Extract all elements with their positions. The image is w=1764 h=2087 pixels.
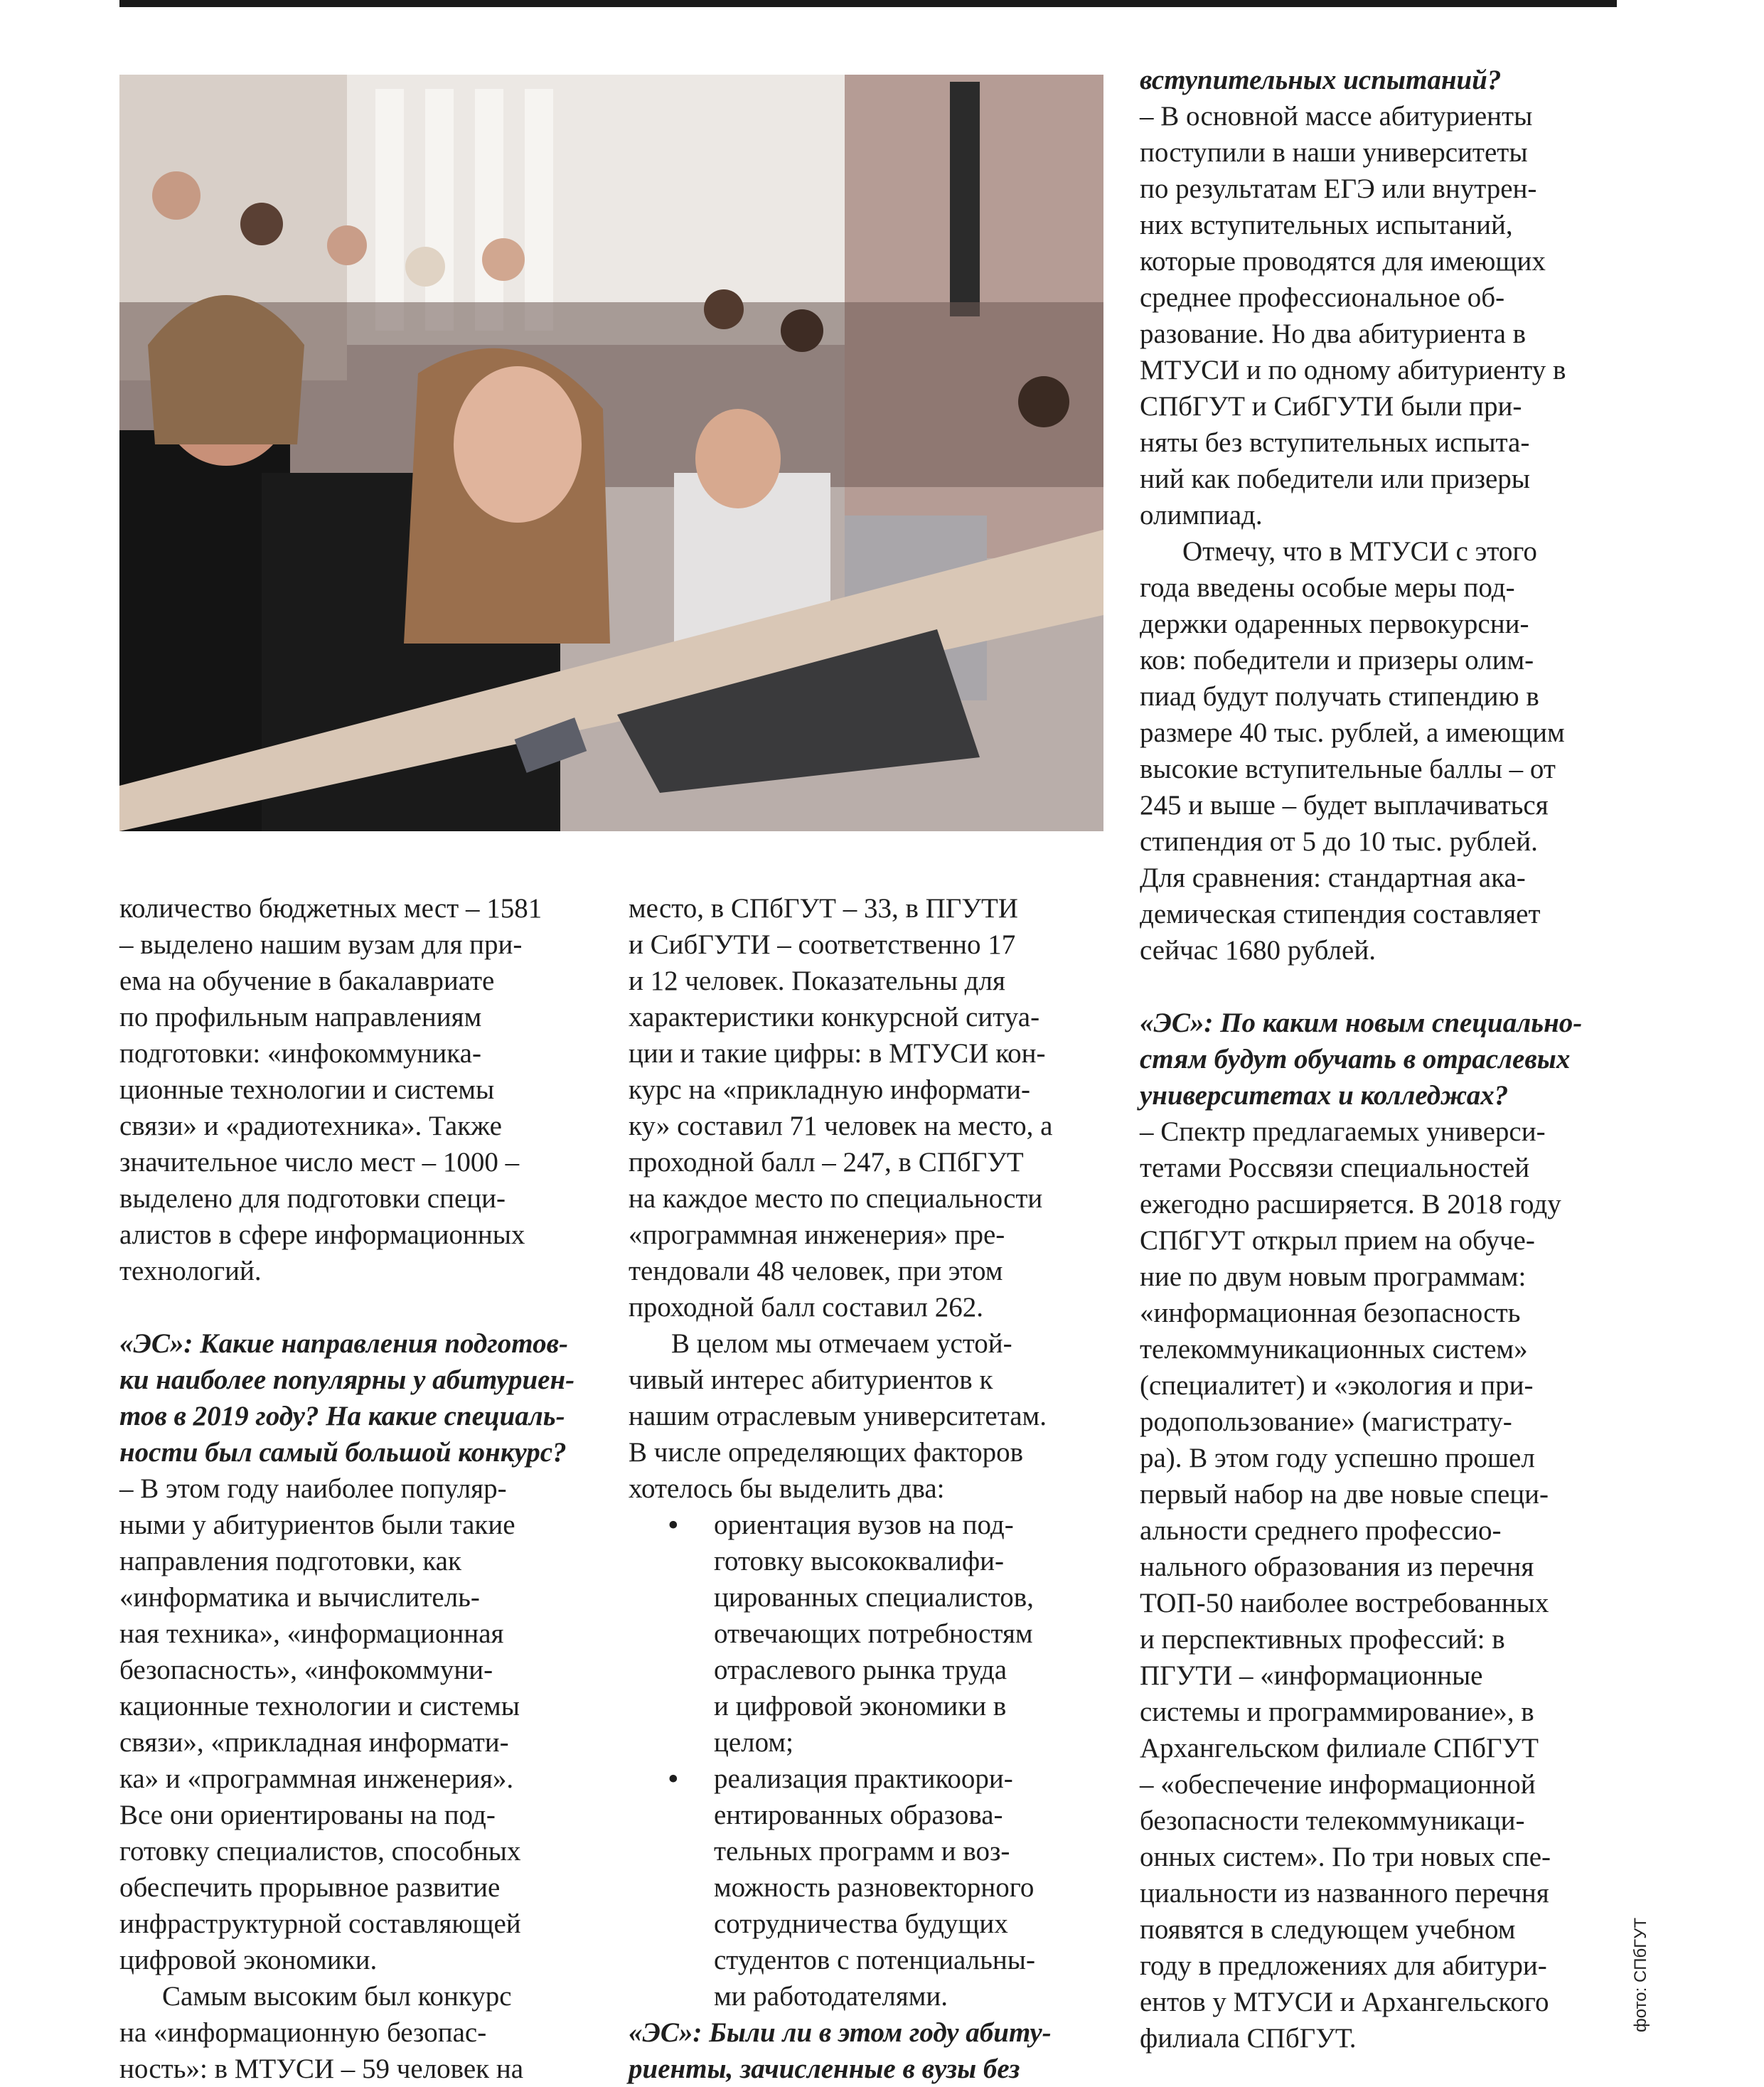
bullet-icon: •: [668, 1510, 678, 1540]
text-line: родопользование» (магистрату-: [1140, 1407, 1512, 1437]
text-line: и перспективных профессий: в: [1140, 1624, 1505, 1655]
text-line: курс на «прикладную информати-: [629, 1074, 1030, 1105]
text-line: держки одаренных первокурсни-: [1140, 609, 1529, 639]
text-line: безопасность», «инфокоммуни-: [119, 1655, 493, 1685]
photo-illustration: [119, 75, 1103, 831]
text-line: ми работодателями.: [714, 1981, 948, 2012]
text-line: году в предложениях для абитури-: [1140, 1950, 1547, 1981]
text-line: целом;: [714, 1727, 793, 1758]
text-line: разование. Но два абитуриента в: [1140, 319, 1527, 349]
text-line: высокие вступительные баллы – от: [1140, 754, 1556, 784]
bullet-item: [629, 1507, 1119, 1761]
text-line: В числе определяющих факторов: [629, 1437, 1024, 1468]
text-line: пиад будут получать стипендию в: [1140, 681, 1539, 712]
text-line: значительное число мест – 1000 –: [119, 1147, 520, 1178]
text-line: Самым высоким был конкурс: [162, 1981, 512, 2012]
text-line: телекоммуникационных систем»: [1140, 1334, 1528, 1365]
text-line: сотрудничества будущих: [714, 1909, 1008, 1939]
text-line: хотелось бы выделить два:: [629, 1473, 945, 1504]
text-line: «информатика и вычислитель-: [119, 1582, 480, 1613]
text-line: которые проводятся для имеющих: [1140, 246, 1546, 277]
text-line: «ЭС»: По каким новым специально-: [1140, 1008, 1583, 1038]
text-line: связи» и «радиотехника». Также: [119, 1111, 502, 1141]
text-line: ра). В этом году успешно прошел: [1140, 1443, 1535, 1473]
text-line: ки наиболее популярны у абитуриен-: [119, 1365, 575, 1395]
text-line: проходной балл – 247, в СПбГУТ: [629, 1147, 1024, 1178]
text-line: безопасности телекоммуникаци-: [1140, 1805, 1525, 1836]
text-line: – выделено нашим вузам для при-: [119, 929, 523, 960]
text-line: появятся в следующем учебном: [1140, 1914, 1516, 1945]
text-line: СПбГУТ открыл прием на обуче-: [1140, 1225, 1535, 1256]
text-line: нального образования из перечня: [1140, 1552, 1534, 1582]
text-line: «ЭС»: Были ли в этом году абиту-: [629, 2017, 1052, 2048]
text-line: готовку высококвалифи-: [714, 1546, 1004, 1576]
col2-paragraph-2: [629, 1325, 1119, 1507]
text-line: тельных программ и воз-: [714, 1836, 1010, 1867]
text-line: реализация практикоори-: [714, 1763, 1013, 1794]
text-line: 245 и выше – будет выплачиваться: [1140, 790, 1549, 821]
text-line: Архангельском филиале СПбГУТ: [1140, 1733, 1539, 1763]
text-line: ентов у МТУСИ и Архангельского: [1140, 1987, 1549, 2017]
text-line: выделено для подготовки специ-: [119, 1183, 506, 1214]
interview-question-continued: [1140, 62, 1637, 98]
text-line: среднее профессиональное об-: [1140, 282, 1505, 313]
text-line: Отмечу, что в МТУСИ с этого: [1182, 536, 1537, 567]
interview-question: [119, 1325, 603, 1470]
text-line: подготовки: «инфокоммуника-: [119, 1038, 481, 1069]
text-line: «программная инженерия» пре-: [629, 1219, 1005, 1250]
text-line: отраслевого рынка труда: [714, 1655, 1007, 1685]
text-line: – В этом году наиболее популяр-: [119, 1473, 507, 1504]
text-line: связи», «прикладная информати-: [119, 1727, 509, 1758]
interview-question: [629, 2014, 1119, 2087]
text-line: онных систем». По три новых спе-: [1140, 1842, 1551, 1872]
bullet-icon: •: [668, 1763, 678, 1794]
text-line: вступительных испытаний?: [1140, 65, 1502, 95]
text-line: СПбГУТ и СибГУТИ были при-: [1140, 391, 1522, 422]
text-line: по результатам ЕГЭ или внутрен-: [1140, 174, 1537, 204]
text-line: кационные технологии и системы: [119, 1691, 520, 1722]
column-3: [1140, 62, 1637, 2056]
interview-answer: [1140, 1114, 1637, 2056]
text-line: ентированных образова-: [714, 1800, 1003, 1830]
text-line: риенты, зачисленные в вузы без: [629, 2054, 1020, 2084]
text-line: ности был самый большой конкурс?: [119, 1437, 567, 1468]
text-line: размере 40 тыс. рублей, а имеющим: [1140, 717, 1565, 748]
interview-answer: [119, 1470, 603, 1978]
text-line: можность разновекторного: [714, 1872, 1035, 1903]
text-line: олимпиад.: [1140, 500, 1263, 530]
text-line: ции и такие цифры: в МТУСИ кон-: [629, 1038, 1046, 1069]
text-line: отвечающих потребностям: [714, 1618, 1033, 1649]
text-line: года введены особые меры под-: [1140, 572, 1515, 603]
text-line: количество бюджетных мест – 1581: [119, 893, 542, 924]
column-2: [629, 890, 1119, 2087]
text-line: первый набор на две новые специ-: [1140, 1479, 1549, 1510]
text-line: демическая стипендия составляет: [1140, 899, 1541, 929]
text-line: ков: победители и призеры олим-: [1140, 645, 1534, 676]
text-line: ема на обучение в бакалавриате: [119, 966, 495, 996]
text-line: на каждое место по специальности: [629, 1183, 1043, 1214]
col3-paragraph-2: [1140, 533, 1637, 968]
text-line: няты без вступительных испыта-: [1140, 427, 1530, 458]
text-line: них вступительных испытаний,: [1140, 210, 1513, 240]
text-line: – «обеспечение информационной: [1140, 1769, 1536, 1800]
text-line: филиала СПбГУТ.: [1140, 2023, 1357, 2054]
text-line: инфраструктурной составляющей: [119, 1909, 521, 1939]
text-line: проходной балл составил 262.: [629, 1292, 983, 1323]
text-line: циальности из названного перечня: [1140, 1878, 1549, 1909]
text-line: «информационная безопасность: [1140, 1298, 1521, 1328]
text-line: стям будут обучать в отраслевых: [1140, 1044, 1571, 1074]
text-line: сейчас 1680 рублей.: [1140, 935, 1376, 966]
text-line: ку» составил 71 человек на место, а: [629, 1111, 1053, 1141]
interview-answer: [1140, 98, 1637, 533]
text-line: направления подготовки, как: [119, 1546, 461, 1576]
text-line: характеристики конкурсной ситуа-: [629, 1002, 1040, 1032]
text-line: ная техника», «информационная: [119, 1618, 504, 1649]
text-line: – В основной массе абитуриенты: [1140, 101, 1533, 132]
text-line: ность»: в МТУСИ – 59 человек на: [119, 2054, 524, 2084]
text-line: ционные технологии и системы: [119, 1074, 495, 1105]
text-line: ориентация вузов на под-: [714, 1510, 1014, 1540]
text-line: место, в СПбГУТ – 33, в ПГУТИ: [629, 893, 1018, 924]
text-line: на «информационную безопас-: [119, 2017, 487, 2048]
text-line: по профильным направлениям: [119, 1002, 482, 1032]
text-line: и цифровой экономики в: [714, 1691, 1007, 1722]
text-line: ний как победители или призеры: [1140, 464, 1530, 494]
col1-paragraph-2: [119, 1978, 603, 2087]
text-line: цированных специалистов,: [714, 1582, 1034, 1613]
text-line: ПГУТИ – «информационные: [1140, 1660, 1483, 1691]
text-line: готовку специалистов, способных: [119, 1836, 521, 1867]
text-line: В целом мы отмечаем устой-: [671, 1328, 1012, 1359]
text-line: тетами Россвязи специальностей: [1140, 1153, 1530, 1183]
text-line: Для сравнения: стандартная ака-: [1140, 863, 1526, 893]
text-line: ежегодно расширяется. В 2018 году: [1140, 1189, 1561, 1219]
col1-paragraph: [119, 890, 603, 1289]
text-line: алистов в сфере информационных: [119, 1219, 525, 1250]
text-line: цифровой экономики.: [119, 1945, 378, 1975]
text-line: «ЭС»: Какие направления подготов-: [119, 1328, 569, 1359]
text-line: альности среднего профессио-: [1140, 1515, 1502, 1546]
top-rule: [119, 0, 1617, 7]
text-line: чивый интерес абитуриентов к: [629, 1365, 993, 1395]
photo-credit: фото: СПбГУТ: [1631, 1917, 1650, 2032]
text-line: системы и программирование», в: [1140, 1697, 1534, 1727]
text-line: и 12 человек. Показательны для: [629, 966, 1005, 996]
col2-paragraph: [629, 890, 1119, 1325]
text-line: стипендия от 5 до 10 тыс. рублей.: [1140, 826, 1538, 857]
text-line: обеспечить прорывное развитие: [119, 1872, 501, 1903]
text-line: Все они ориентированы на под-: [119, 1800, 496, 1830]
text-line: и СибГУТИ – соответственно 17: [629, 929, 1016, 960]
interview-question: [1140, 1005, 1637, 1114]
text-line: тендовали 48 человек, при этом: [629, 1256, 1003, 1286]
text-line: ными у абитуриентов были такие: [119, 1510, 515, 1540]
text-line: (специалитет) и «экология и при-: [1140, 1370, 1534, 1401]
bullet-item: [629, 1761, 1119, 2014]
column-1: [119, 890, 603, 2087]
text-line: тов в 2019 году? На какие специаль-: [119, 1401, 565, 1431]
text-line: ка» и «программная инженерия».: [119, 1763, 514, 1794]
classroom-photo: [119, 75, 1103, 831]
text-line: нашим отраслевым университетам.: [629, 1401, 1047, 1431]
text-line: студентов с потенциальны-: [714, 1945, 1035, 1975]
text-line: университетах и колледжах?: [1140, 1080, 1509, 1111]
text-line: МТУСИ и по одному абитуриенту в: [1140, 355, 1566, 385]
text-line: технологий.: [119, 1256, 262, 1286]
text-line: ние по двум новым программам:: [1140, 1261, 1527, 1292]
text-line: ТОП-50 наиболее востребованных: [1140, 1588, 1549, 1618]
text-line: – Спектр предлагаемых универси-: [1140, 1116, 1546, 1147]
text-line: поступили в наши университеты: [1140, 137, 1528, 168]
